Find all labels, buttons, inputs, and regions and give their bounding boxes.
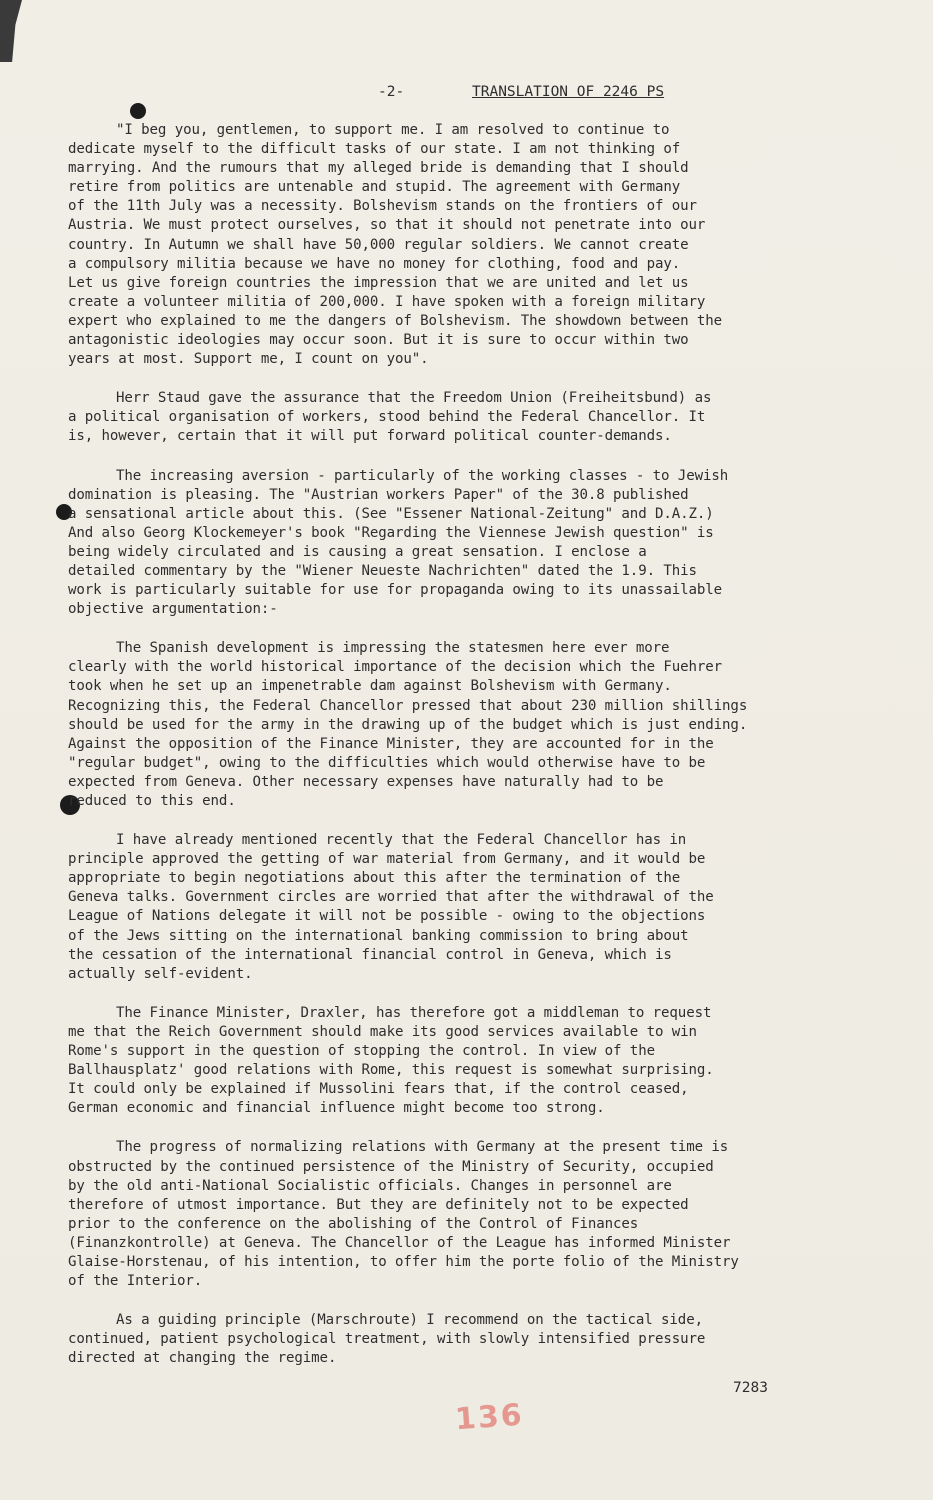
corner-scan-mark: [0, 0, 22, 62]
page-number: -2-: [378, 84, 405, 100]
paragraph-speech-quote: "I beg you, gentlemen, to support me. I am resolved to continue to dedicate myself to the difficult tasks of our state. I am not thinking of marrying. And the rumours that my alleged bride is demanding that I should retire from politics are untenable and stupid. The agreement with Germany of the 11th July was a necessity. Bolshevism stands on the frontiers of our Austria. We must protect ourselves, so that it should not penetrate into our country. In Autumn we shall have 50,000 regular soldiers. We cannot create a compulsory militia because we have no money for clothing, food and pay. Let us give foreign countries the impression that we are united and let us create a volunteer militia of 200,000. I have spoken with a foreign military expert who explained to me the dangers of Bolshevism. The showdown between the antagonistic ideologies may occur soon. But it is sure to occur within two years at most. Support me, I count on you".: [68, 122, 723, 368]
paragraph-war-material: I have already mentioned recently that the Federal Chancellor has in principle approved the getting of war material from Germany, and it would be appropriate to begin negotiations about this after the termination of the Geneva talks. Government circles are worried that after the withdrawal of the League of Nations delegate it will not be possible - owing to the objections of the Jews sitting on the international banking commission to bring about the cessation of the international financial control in Geneva, which is actually self-evident.: [68, 832, 714, 982]
translation-title: TRANSLATION OF 2246 PS: [472, 84, 665, 100]
paragraph-normalizing-relations: The progress of normalizing relations with Germany at the present time is obstructed by the continued persistence of the Ministry of Security, occupied by the old anti-National Socialistic officials. Changes in personnel are therefore of utmost importance. But they are definitely not to be expected prior to the conference on the abolishing of the Control of Finances (Finanzkontrolle) at Geneva. The Chancellor of the League has informed Minister Glaise-Horstenau, of his intention, to offer him the porte folio of the Ministry of the Interior.: [68, 1139, 739, 1290]
paragraph-spanish-development: The Spanish development is impressing the statesmen here ever more clearly with the world historical importance of the decision which the Fuehrer took when he set up an impenetrable dam against Bolshevism with Germany. Recognizing this, the Federal Chancellor pressed that about 230 million shillings should be used for the army in the drawing up of the budget which is just ending. Against the opposition of the Finance Minister, they are accounted for in the "regular budget", owing to the difficulties which would otherwise have to be expected from Geneva. Other necessary expenses have naturally had to be reduced to this end.: [68, 640, 748, 809]
paragraph-guiding-principle: As a guiding principle (Marschroute) I recommend on the tactical side, continued, patient psychological treatment, with slowly intensified pressure directed at changing the regime.: [68, 1312, 706, 1367]
page-header: [0, 84, 933, 106]
document-number: 7283: [733, 1380, 768, 1396]
paragraph-freedom-union: Herr Staud gave the assurance that the Freedom Union (Freiheitsbund) as a political organisation of workers, stood behind the Federal Chancellor. It is, however, certain that it will put forward political counter-demands.: [68, 390, 712, 445]
handwritten-page-stamp: 136: [453, 1397, 525, 1438]
paragraph-jewish-aversion: The increasing aversion - particularly of the working classes - to Jewish domination is pleasing. The "Austrian workers Paper" of the 30.8 published a sensational article about this. (See "Essener National-Zeitung" and D.A.Z.) And also Georg Klockemeyer's book "Regarding the Viennese Jewish question" is being widely circulated and is causing a great sensation. I enclose a detailed commentary by the "Wiener Neueste Nachrichten" dated the 1.9. This work is particularly suitable for use for propaganda owing to its unassailable objective argumentation:-: [68, 467, 729, 618]
paragraph-finance-minister: The Finance Minister, Draxler, has therefore got a middleman to request me that the Reich Government should make its good services available to win Rome's support in the question of stopping the control. In view of the Ballhausplatz' good relations with Rome, this request is somewhat surprising. It could only be explained if Mussolini fears that, if the control ceased, German economic and financial influence might become too strong.: [68, 1004, 714, 1117]
body-text: [68, 121, 868, 1388]
